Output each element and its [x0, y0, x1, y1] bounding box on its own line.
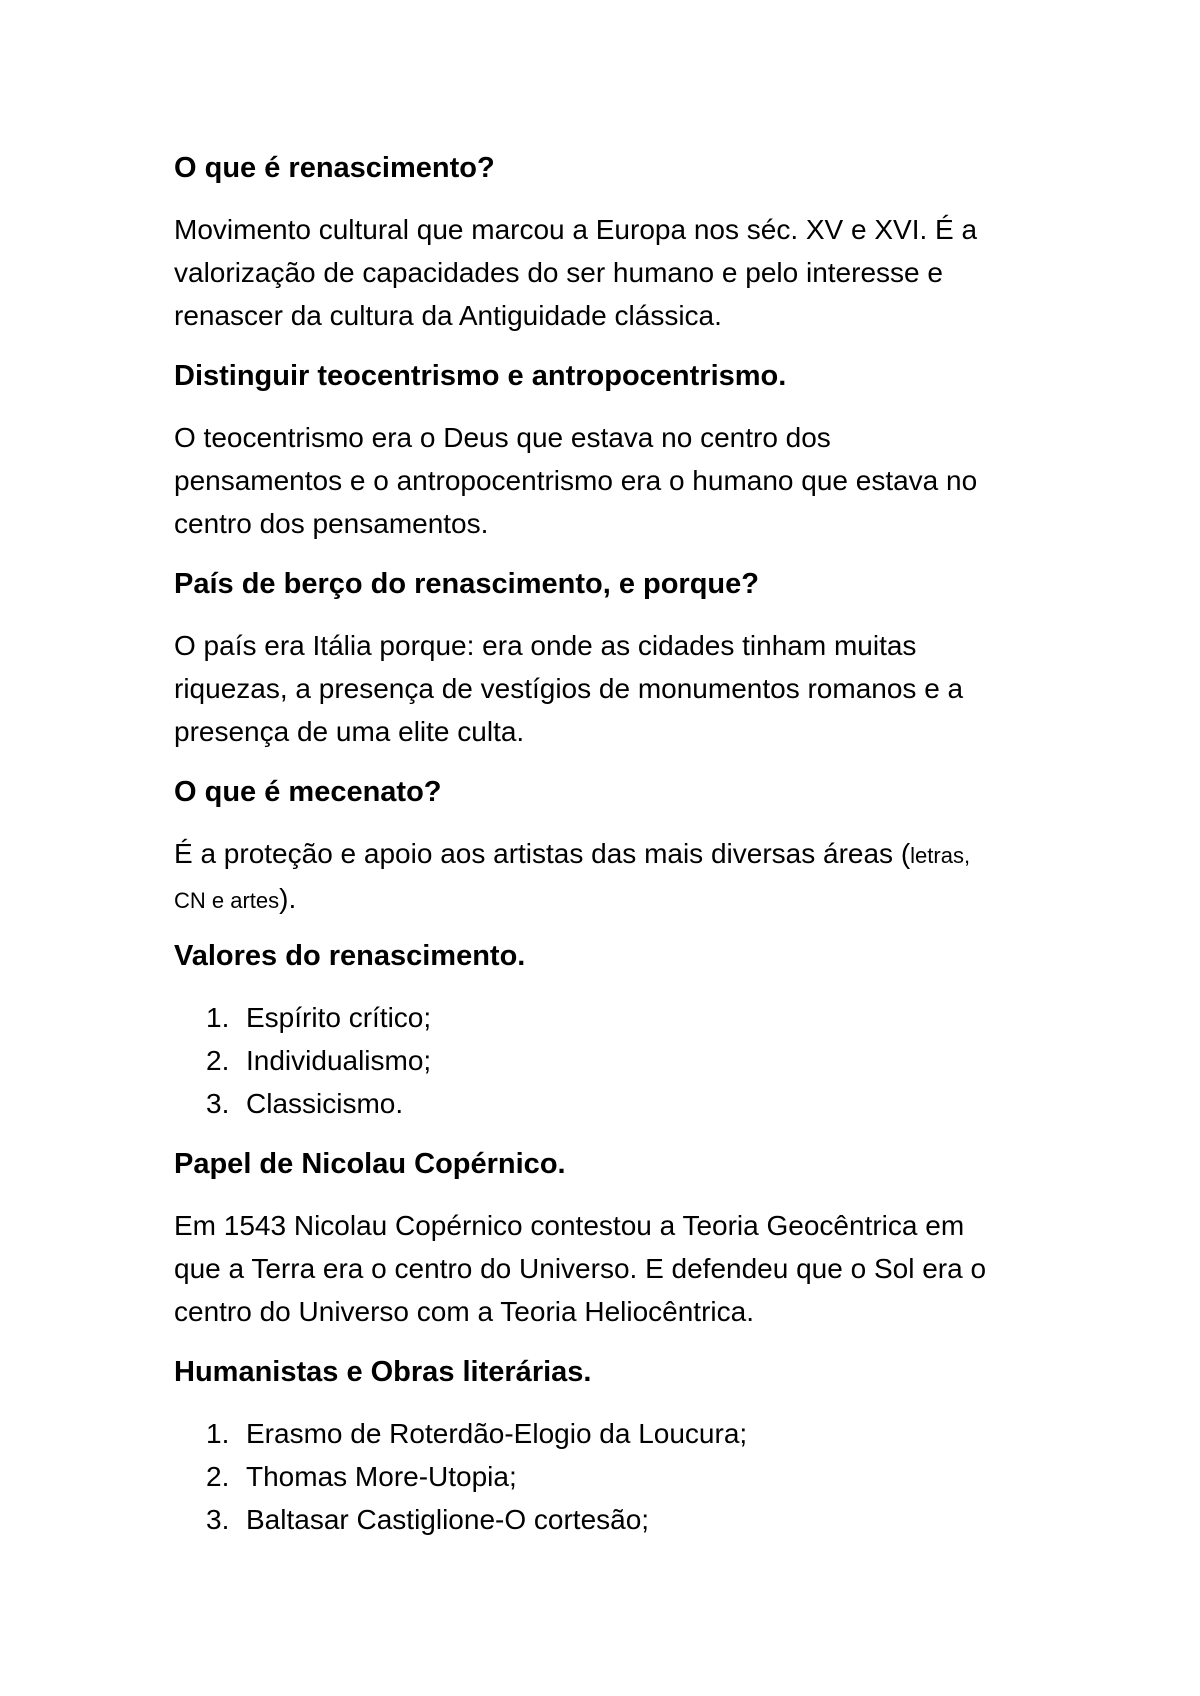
section-paragraph: [174, 624, 1054, 753]
section-paragraph: [174, 208, 1054, 337]
list-item: [206, 996, 431, 1039]
paragraph-line: [174, 832, 1054, 877]
list-item: [206, 1412, 747, 1455]
list-item-text: Baltasar Castiglione-O cortesão;: [246, 1504, 650, 1535]
paragraph-text: É a proteção e apoio aos artistas das mais diversas áreas (: [174, 838, 911, 869]
section-heading: O que é renascimento?: [174, 152, 495, 184]
paragraph-line: que a Terra era o centro do Universo. E defendeu que o Sol era o: [174, 1253, 987, 1284]
list-number: 3.: [206, 1504, 230, 1535]
list-item: [206, 1455, 747, 1498]
section-heading: Distinguir teocentrismo e antropocentrismo.: [174, 360, 787, 392]
paragraph-line: Movimento cultural que marcou a Europa nos séc. XV e XVI. É a: [174, 214, 978, 245]
paragraph-line: presença de uma elite culta.: [174, 716, 525, 747]
paragraph-line: [174, 877, 1054, 922]
section-heading: O que é mecenato?: [174, 776, 442, 808]
list-item-text: Erasmo de Roterdão-Elogio da Loucura;: [246, 1418, 748, 1449]
list-item-text: Individualismo;: [246, 1045, 432, 1076]
list-number: 1.: [206, 1418, 230, 1449]
list-item-text: Classicismo.: [246, 1088, 404, 1119]
list-item: [206, 1498, 747, 1541]
list-number: 3.: [206, 1088, 230, 1119]
section-paragraph: [174, 416, 1054, 545]
paragraph-line: O teocentrismo era o Deus que estava no centro dos: [174, 422, 831, 453]
paragraph-line: centro dos pensamentos.: [174, 508, 489, 539]
paragraph-line: centro do Universo com a Teoria Heliocêntrica.: [174, 1296, 754, 1327]
paragraph-line: pensamentos e o antropocentrismo era o humano que estava no: [174, 465, 978, 496]
numbered-list: [206, 996, 431, 1125]
section-heading: Papel de Nicolau Copérnico.: [174, 1148, 566, 1180]
section-heading: Valores do renascimento.: [174, 940, 526, 972]
paragraph-text: ).: [279, 883, 297, 914]
paragraph-line: Em 1543 Nicolau Copérnico contestou a Teoria Geocêntrica em: [174, 1210, 965, 1241]
list-number: 2.: [206, 1045, 230, 1076]
paragraph-small-text: letras,: [910, 843, 971, 868]
list-number: 1.: [206, 1002, 230, 1033]
list-item-text: Espírito crítico;: [246, 1002, 432, 1033]
section-heading: Humanistas e Obras literárias.: [174, 1356, 592, 1388]
section-heading: País de berço do renascimento, e porque?: [174, 568, 759, 600]
section-paragraph: [174, 832, 1054, 922]
paragraph-line: valorização de capacidades do ser humano e pelo interesse e: [174, 257, 943, 288]
list-item: [206, 1082, 431, 1125]
list-item: [206, 1039, 431, 1082]
paragraph-line: riquezas, a presença de vestígios de monumentos romanos e a: [174, 673, 964, 704]
paragraph-line: renascer da cultura da Antiguidade clássica.: [174, 300, 722, 331]
section-paragraph: [174, 1204, 1054, 1333]
paragraph-small-text: CN e artes: [174, 888, 280, 913]
paragraph-line: O país era Itália porque: era onde as cidades tinham muitas: [174, 630, 917, 661]
list-number: 2.: [206, 1461, 230, 1492]
list-item-text: Thomas More-Utopia;: [246, 1461, 517, 1492]
numbered-list: [206, 1412, 747, 1541]
